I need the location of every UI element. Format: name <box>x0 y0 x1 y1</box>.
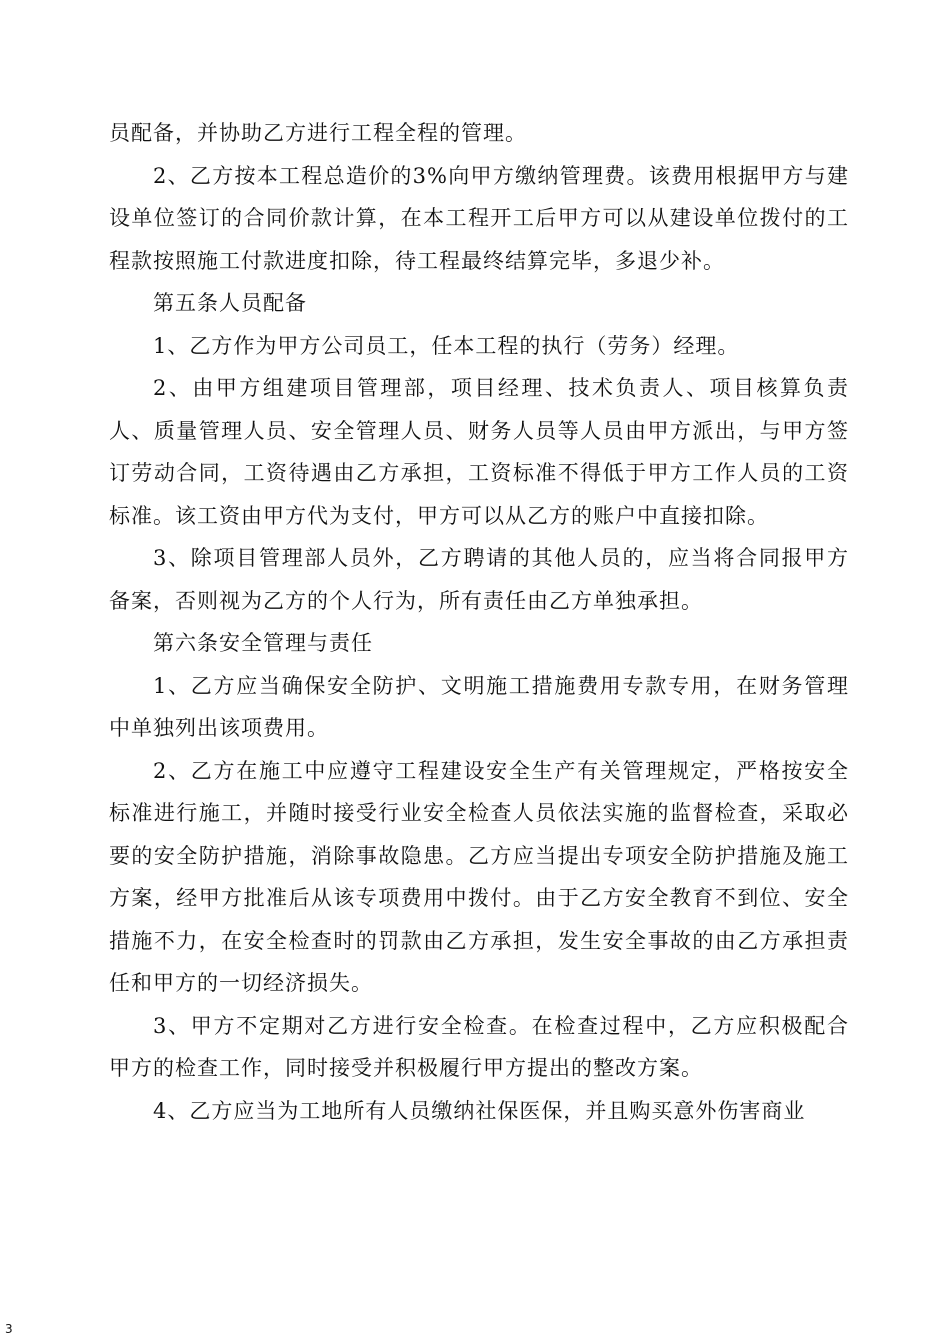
paragraph-clause-5-2: 2、由甲方组建项目管理部，项目经理、技术负责人、项目核算负责人、质量管理人员、安全管理人员、财务人员等人员由甲方派出，与甲方签订劳动合同，工资待遇由乙方承担，工资标准不得低于甲方工作人员的工资标准。该工资由甲方代为支付，甲方可以从乙方的账户中直接扣除。 <box>109 376 849 528</box>
paragraph-clause-5-3: 3、除项目管理部人员外，乙方聘请的其他人员的，应当将合同报甲方备案，否则视为乙方的个人行为，所有责任由乙方单独承担。 <box>109 546 849 613</box>
paragraph-clause-5-1: 1、乙方作为甲方公司员工，任本工程的执行（劳务）经理。 <box>153 333 740 358</box>
paragraph-clause-4-2: 2、乙方按本工程总造价的3%向甲方缴纳管理费。该费用根据甲方与建设单位签订的合同价款计算，在本工程开工后甲方可以从建设单位拨付的工程款按照施工付款进度扣除，待工程最终结算完毕，多退少补。 <box>109 163 849 273</box>
section-heading-article-6: 第六条安全管理与责任 <box>153 631 373 655</box>
document-body <box>109 112 849 1132</box>
paragraph-continuation: 员配备，并协助乙方进行工程全程的管理。 <box>109 121 527 145</box>
page-number: 3 <box>5 1322 13 1336</box>
section-heading-article-5: 第五条人员配备 <box>153 291 307 315</box>
paragraph-clause-6-2: 2、乙方在施工中应遵守工程建设安全生产有关管理规定，严格按安全标准进行施工，并随时接受行业安全检查人员依法实施的监督检查，采取必要的安全防护措施，消除事故隐患。乙方应当提出专项安全防护措施及施工方案，经甲方批准后从该专项费用中拨付。由于乙方安全教育不到位、安全措施不力，在安全检查时的罚款由乙方承担，发生安全事故的由乙方承担责任和甲方的一切经济损失。 <box>109 758 849 995</box>
paragraph-clause-6-3: 3、甲方不定期对乙方进行安全检查。在检查过程中，乙方应积极配合甲方的检查工作，同时接受并积极履行甲方提出的整改方案。 <box>109 1013 849 1080</box>
paragraph-clause-6-4: 4、乙方应当为工地所有人员缴纳社保医保，并且购买意外伤害商业 <box>153 1098 806 1123</box>
paragraph-clause-6-1: 1、乙方应当确保安全防护、文明施工措施费用专款专用，在财务管理中单独列出该项费用。 <box>109 673 849 740</box>
